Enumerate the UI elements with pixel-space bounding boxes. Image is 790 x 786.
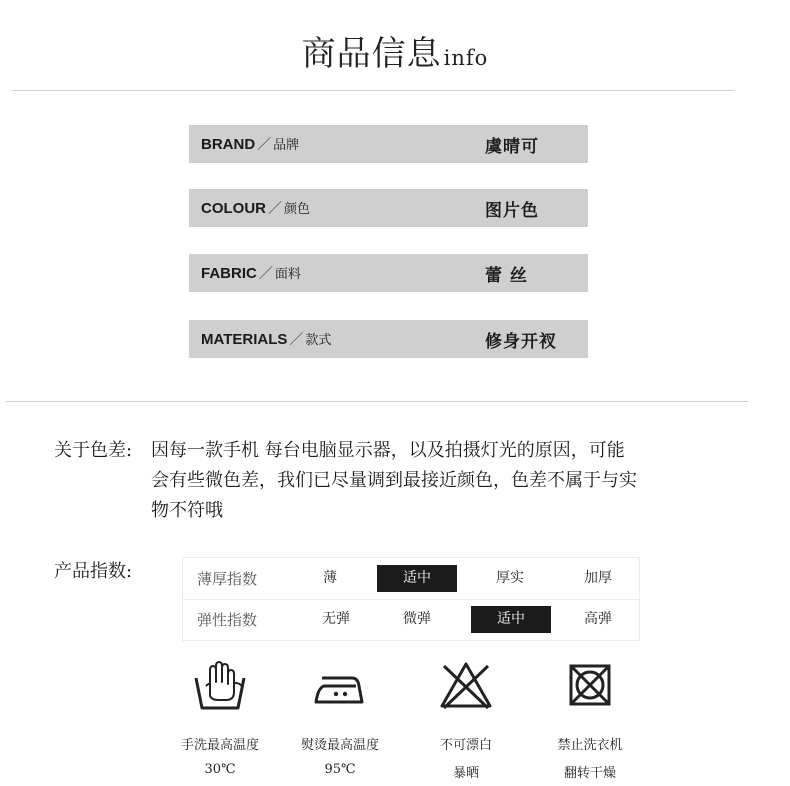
note-body — [151, 436, 711, 526]
divider — [12, 90, 734, 91]
spec-value: 蕾 丝 — [485, 265, 528, 286]
index-option: 薄 — [323, 570, 337, 586]
spec-row-colour — [189, 189, 588, 227]
care-no-bleach — [406, 660, 526, 781]
spec-value: 虞晴可 — [485, 136, 539, 157]
care-no-tumble-dry — [530, 660, 650, 781]
spec-row-materials — [189, 320, 588, 358]
divider — [6, 401, 748, 402]
index-label: 产品指数: — [54, 561, 133, 582]
care-text: 30℃ — [204, 762, 236, 777]
no-bleach-icon — [438, 660, 494, 712]
spec-value: 修身开衩 — [485, 331, 557, 352]
care-text: 手洗最高温度 — [180, 738, 259, 753]
index-row-name: 薄厚指数 — [197, 570, 258, 588]
iron-icon — [312, 660, 368, 712]
note-line: 因每一款手机 每台电脑显示器，以及拍摄灯光的原因，可能 — [151, 440, 625, 461]
index-option: 高弹 — [584, 611, 612, 627]
title-cn: 商品信息 — [301, 34, 442, 74]
index-row-name: 弹性指数 — [197, 611, 258, 629]
index-option: 厚实 — [496, 570, 524, 586]
spec-value: 图片色 — [485, 200, 539, 221]
care-text: 95℃ — [324, 762, 356, 777]
care-hand-wash — [160, 660, 280, 777]
spec-label: FABRIC ／ 面料 — [201, 265, 301, 282]
spec-label: COLOUR ／ 颜色 — [201, 200, 311, 217]
index-option-selected: 适中 — [377, 565, 457, 592]
care-text: 禁止洗衣机 — [557, 738, 623, 753]
care-text: 暴晒 — [452, 766, 479, 781]
care-iron — [280, 660, 400, 777]
note-line: 物不符哦 — [151, 500, 223, 521]
index-option: 无弹 — [322, 611, 350, 627]
care-text: 不可漂白 — [439, 738, 492, 753]
index-row-elasticity — [183, 599, 639, 640]
spec-row-brand — [189, 125, 588, 163]
hand-wash-icon — [192, 660, 248, 712]
index-option: 微弹 — [403, 611, 431, 627]
index-row-thickness — [183, 558, 639, 600]
spec-label: MATERIALS ／ 款式 — [201, 331, 332, 348]
index-option-selected: 适中 — [471, 606, 551, 633]
care-text: 翻转干燥 — [563, 766, 616, 781]
spec-label: BRAND ／ 品牌 — [201, 136, 300, 153]
care-text: 熨烫最高温度 — [300, 738, 379, 753]
note-line: 会有些微色差，我们已尽量调到最接近颜色，色差不属于与实 — [151, 470, 637, 491]
title-en: info — [443, 46, 489, 70]
note-label: 关于色差: — [54, 440, 133, 461]
page-title — [0, 26, 790, 75]
no-tumble-dry-icon — [562, 660, 618, 712]
spec-row-fabric — [189, 254, 588, 292]
index-table — [182, 557, 640, 641]
index-option: 加厚 — [584, 570, 612, 586]
